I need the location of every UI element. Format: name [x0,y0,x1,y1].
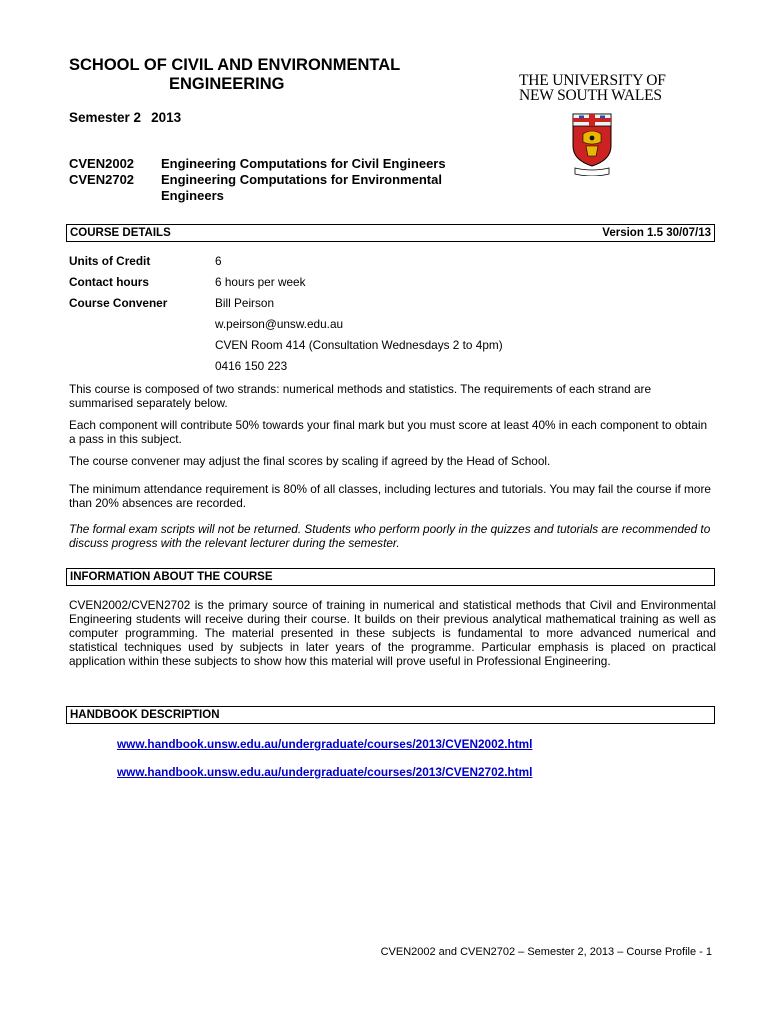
handbook-link-cven2002[interactable]: www.handbook.unsw.edu.au/undergraduate/courses/2013/CVEN2002.html [117,737,533,751]
course-code: CVEN2002 [69,156,135,171]
detail-value: 6 [215,254,222,268]
detail-label [69,359,215,380]
convener-name: Bill Peirson [215,296,275,310]
university-name-line2: NEW SOUTH WALES [519,86,662,104]
course-row [69,156,481,172]
school-title-line1: SCHOOL OF CIVIL AND ENVIRONMENTAL [69,56,401,74]
detail-row [69,317,635,338]
attendance-paragraph: The minimum attendance requirement is 80% of all classes, including lectures and tutorials. You may fail the course if more than 20% absences are recorded. [69,482,711,510]
information-paragraph: CVEN2002/CVEN2702 is the primary source of training in numerical and statistical methods that Civil and Environmental Engineering students will receive during their course. It builds on their previous analytical mathematical training as well as computer programming. The material presented in these subjects is fundamental to more advanced numerical and statistical techniques used by subjects in later years of the programme. Particular emphasis is placed on practical application within these subjects to show how this material will prove useful in Professional Engineering. [69,598,716,668]
detail-label [69,317,215,338]
information-heading: INFORMATION ABOUT THE COURSE [70,571,273,583]
course-details-table [69,254,635,380]
handbook-heading: HANDBOOK DESCRIPTION [70,709,220,721]
strands-paragraph: This course is composed of two strands: numerical methods and statistics. The requirements of each strand are summarised separately below. [69,382,652,410]
component-paragraph: Each component will contribute 50% towards your final mark but you must score at least 40% in each component to obtain a pass in this subject. [69,418,708,446]
detail-row [69,296,635,317]
detail-row [69,254,635,275]
course-row [69,172,481,204]
convener-room: CVEN Room 414 (Consultation Wednesdays 2 to 4pm) [215,338,503,352]
detail-label: Course Convener [69,296,168,310]
detail-label: Units of Credit [69,254,151,268]
school-title-line2: ENGINEERING [169,75,285,93]
course-details-heading-box [66,224,715,242]
detail-row [69,275,635,296]
course-list [69,156,481,204]
semester-info [69,110,191,125]
detail-label [69,338,215,359]
detail-row [69,338,635,359]
course-name: Engineering Computations for Civil Engineers [161,156,446,171]
convener-phone: 0416 150 223 [215,359,288,373]
course-name: Engineering Computations for Environmental Engineers [161,172,442,203]
handbook-link-cven2702[interactable]: www.handbook.unsw.edu.au/undergraduate/courses/2013/CVEN2702.html [117,765,533,779]
page-footer: CVEN2002 and CVEN2702 – Semester 2, 2013 – Course Profile - 1 [380,946,712,958]
university-name [519,74,689,103]
course-code: CVEN2702 [69,172,135,187]
crest-motto-scroll [575,168,609,176]
detail-row [69,359,635,380]
convener-email: w.peirson@unsw.edu.au [215,317,344,331]
university-crest-icon [571,112,613,176]
scaling-paragraph: The course convener may adjust the final scores by scaling if agreed by the Head of School. [69,454,551,468]
school-title [69,56,489,94]
handbook-heading-box [66,706,715,724]
semester-year: 2013 [151,110,182,125]
semester-label: Semester 2 [69,110,142,125]
version-label: Version 1.5 30/07/13 [602,227,711,239]
course-details-heading: COURSE DETAILS [70,227,171,239]
information-heading-box [66,568,715,586]
detail-label: Contact hours [69,275,149,289]
university-name-line1: THE UNIVERSITY OF [519,72,666,89]
exam-scripts-paragraph: The formal exam scripts will not be returned. Students who perform poorly in the quizzes and tutorials are recommended to discuss progress with the relevant lecturer during the semester. [69,522,711,550]
detail-value: 6 hours per week [215,275,306,289]
